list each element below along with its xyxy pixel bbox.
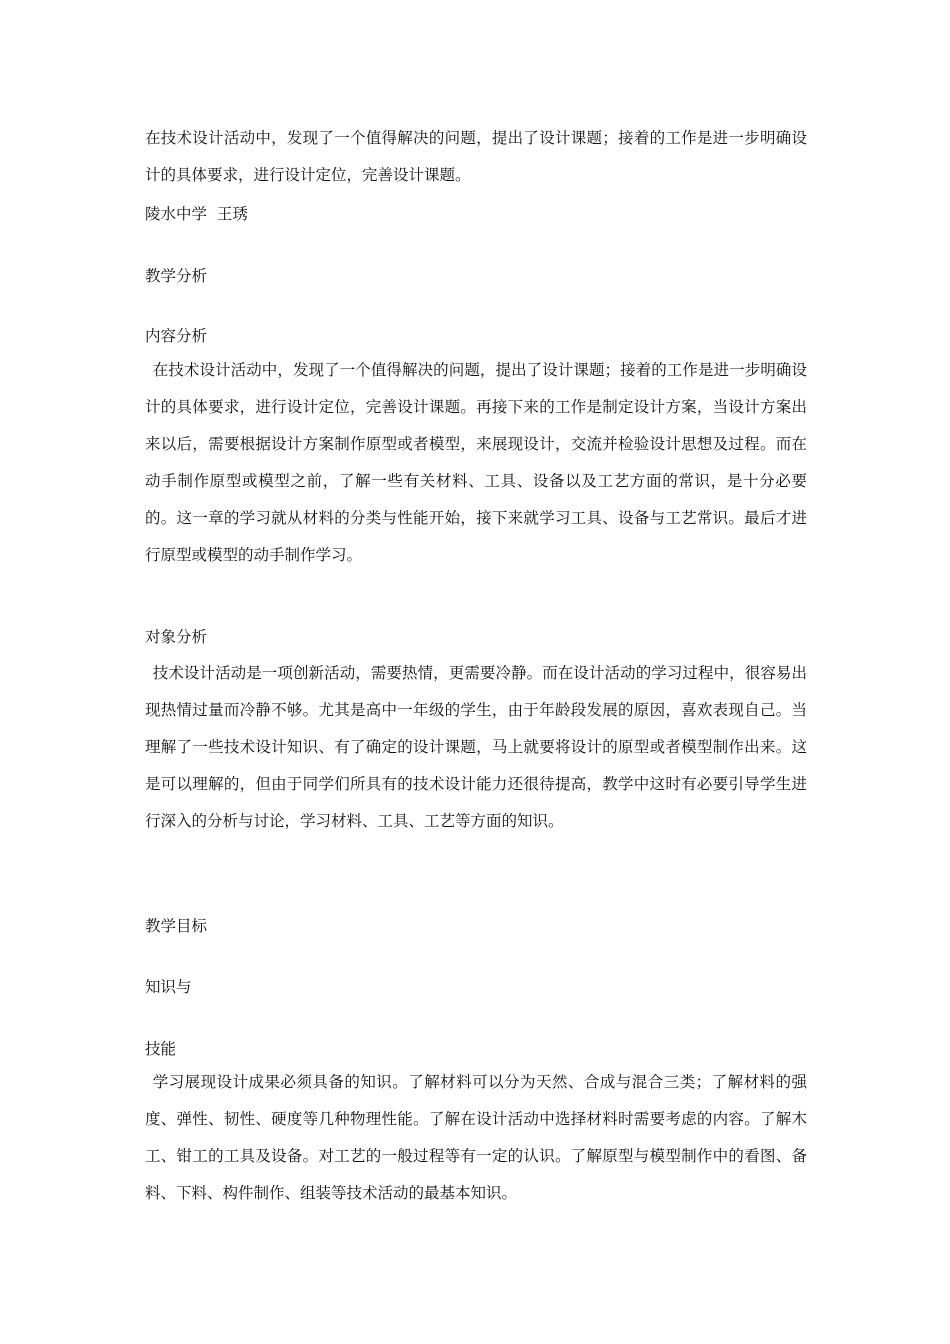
- content-analysis-paragraph: 在技术设计活动中，发现了一个值得解决的问题，提出了设计课题；接着的工作是进一步明确设计的具体要求，进行设计定位，完善设计课题。再接下来的工作是制定设计方案，当设计方案出来以后，需要根据设计方案制作原型或者模型，来展现设计，交流并检验设计思想及过程。而在动手制作原型或模型之前，了解一些有关材料、工具、设备以及工艺方面的常识，是十分必要的。这一章的学习就从材料的分类与性能开始，接下来就学习工具、设备与工艺常识。最后才进行原型或模型的动手制作学习。: [145, 361, 807, 564]
- intro-paragraph: 在技术设计活动中，发现了一个值得解决的问题，提出了设计课题；接着的工作是进一步明确设计的具体要求，进行设计定位，完善设计课题。: [145, 129, 807, 184]
- subheading-skills: 技能: [145, 1040, 177, 1058]
- subheading-knowledge: 知识与: [145, 978, 192, 996]
- subheading-content-analysis: 内容分析: [145, 327, 208, 345]
- section-heading-teaching-analysis: 教学分析: [145, 267, 208, 285]
- subheading-object-analysis: 对象分析: [145, 628, 208, 646]
- author-line: 陵水中学 王琇: [145, 205, 248, 223]
- skills-paragraph: 学习展现设计成果必须具备的知识。了解材料可以分为天然、合成与混合三类；了解材料的强度、弹性、韧性、硬度等几种物理性能。了解在设计活动中选择材料时需要考虑的内容。了解木工、钳工的工具及设备。对工艺的一般过程等有一定的认识。了解原型与模型制作中的看图、备料、下料、构件制作、组装等技术活动的最基本知识。: [145, 1073, 807, 1202]
- section-heading-teaching-goals: 教学目标: [145, 917, 208, 935]
- object-analysis-paragraph: 技术设计活动是一项创新活动，需要热情，更需要冷静。而在设计活动的学习过程中，很容易出现热情过量而冷静不够。尤其是高中一年级的学生，由于年龄段发展的原因，喜欢表现自己。当理解了一些技术设计知识、有了确定的设计课题，马上就要将设计的原型或者模型制作出来。这是可以理解的，但由于同学们所具有的技术设计能力还很待提高，教学中这时有必要引导学生进行深入的分析与讨论，学习材料、工具、工艺等方面的知识。: [145, 664, 807, 830]
